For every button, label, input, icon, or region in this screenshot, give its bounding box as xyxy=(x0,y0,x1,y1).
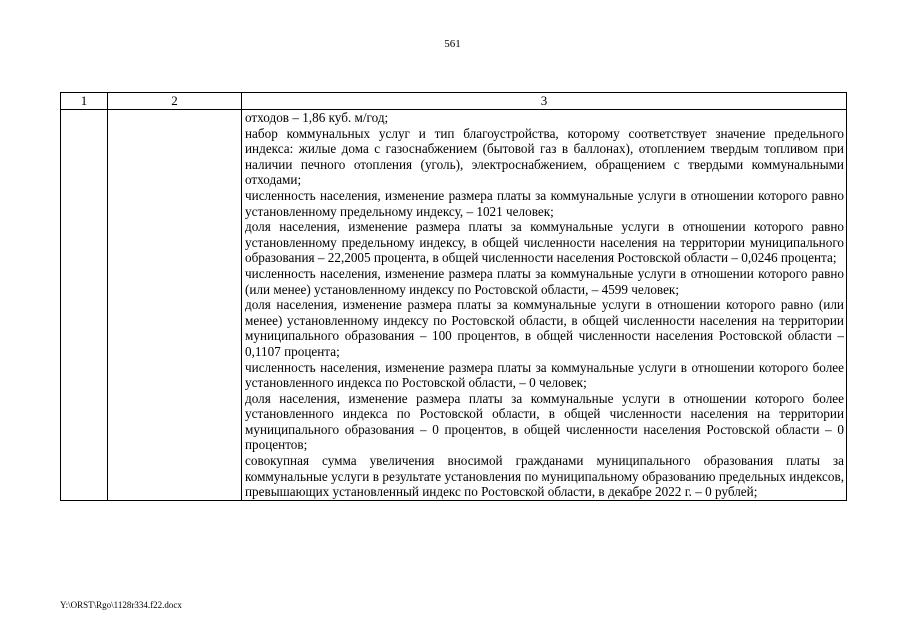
paragraph-total-increase-sum: совокупная сумма увеличения вносимой гражданами муниципального образования платы за коммунальные услуги в результате установления по муниципальному образованию предельных индексов, превышающих установленный индекс по Ростовской области, в декабре 2022 г. – 0 рублей; xyxy=(245,453,844,500)
paragraph-population-above-region: численность населения, изменение размера платы за коммунальные услуги в отношении которого более установленного индекса по Ростовской области, – 0 человек; xyxy=(245,359,844,391)
row-cell-col3 xyxy=(242,110,847,501)
paragraph-share-equal-or-less-region: доля населения, изменение размера платы за коммунальные услуги в отношении которого равно (или менее) установленному индексу по Ростовской области, в общей численности населения на территории муниципального образования – 100 процентов, в общей численности населения Ростовской области – 0,1107 процента; xyxy=(245,297,844,359)
table-header-row xyxy=(61,93,847,110)
document-table xyxy=(60,92,847,501)
paragraph-share-equal-limit: доля населения, изменение размера платы за коммунальные услуги в отношении которого равно установленному предельному индексу, в общей численности населения на территории муниципального образования – 22,2005 процента, в общей численности населения Ростовской области – 0,0246 процента; xyxy=(245,219,844,266)
table-row xyxy=(61,110,847,501)
paragraph-services-set: набор коммунальных услуг и тип благоустройства, которому соответствует значение предельного индекса: жилые дома с газоснабжением (бытовой газ в баллонах), отоплением твердым топливом при наличии печного отопления (уголь), электроснабжением, обращением с твердыми коммунальными отходами; xyxy=(245,125,844,188)
footer-file-path: Y:\ORST\Rgo\1128r334.f22.docx xyxy=(60,600,182,610)
column-header-1: 1 xyxy=(61,93,108,110)
paragraph-share-above-region: доля населения, изменение размера платы за коммунальные услуги в отношении которого более установленного индекса по Ростовской области, в общей численности населения на территории муниципального образования – 0 процентов, в общей численности населения Ростовской области – 0 процентов; xyxy=(245,390,844,453)
row-cell-col2 xyxy=(108,110,242,501)
column-header-2: 2 xyxy=(108,93,242,110)
column-header-3: 3 xyxy=(242,93,847,110)
paragraph-population-equal-limit: численность населения, изменение размера платы за коммунальные услуги в отношении которого равно установленному предельному индексу, – 1021 человек; xyxy=(245,187,844,219)
page-number: 561 xyxy=(444,38,461,50)
paragraph-population-equal-or-less-region: численность населения, изменение размера платы за коммунальные услуги в отношении которого равно (или менее) установленному индексу по Ростовской области, – 4599 человек; xyxy=(245,265,844,297)
row-cell-col1 xyxy=(61,110,108,501)
paragraph-waste-volume: отходов – 1,86 куб. м/год; xyxy=(245,110,389,125)
